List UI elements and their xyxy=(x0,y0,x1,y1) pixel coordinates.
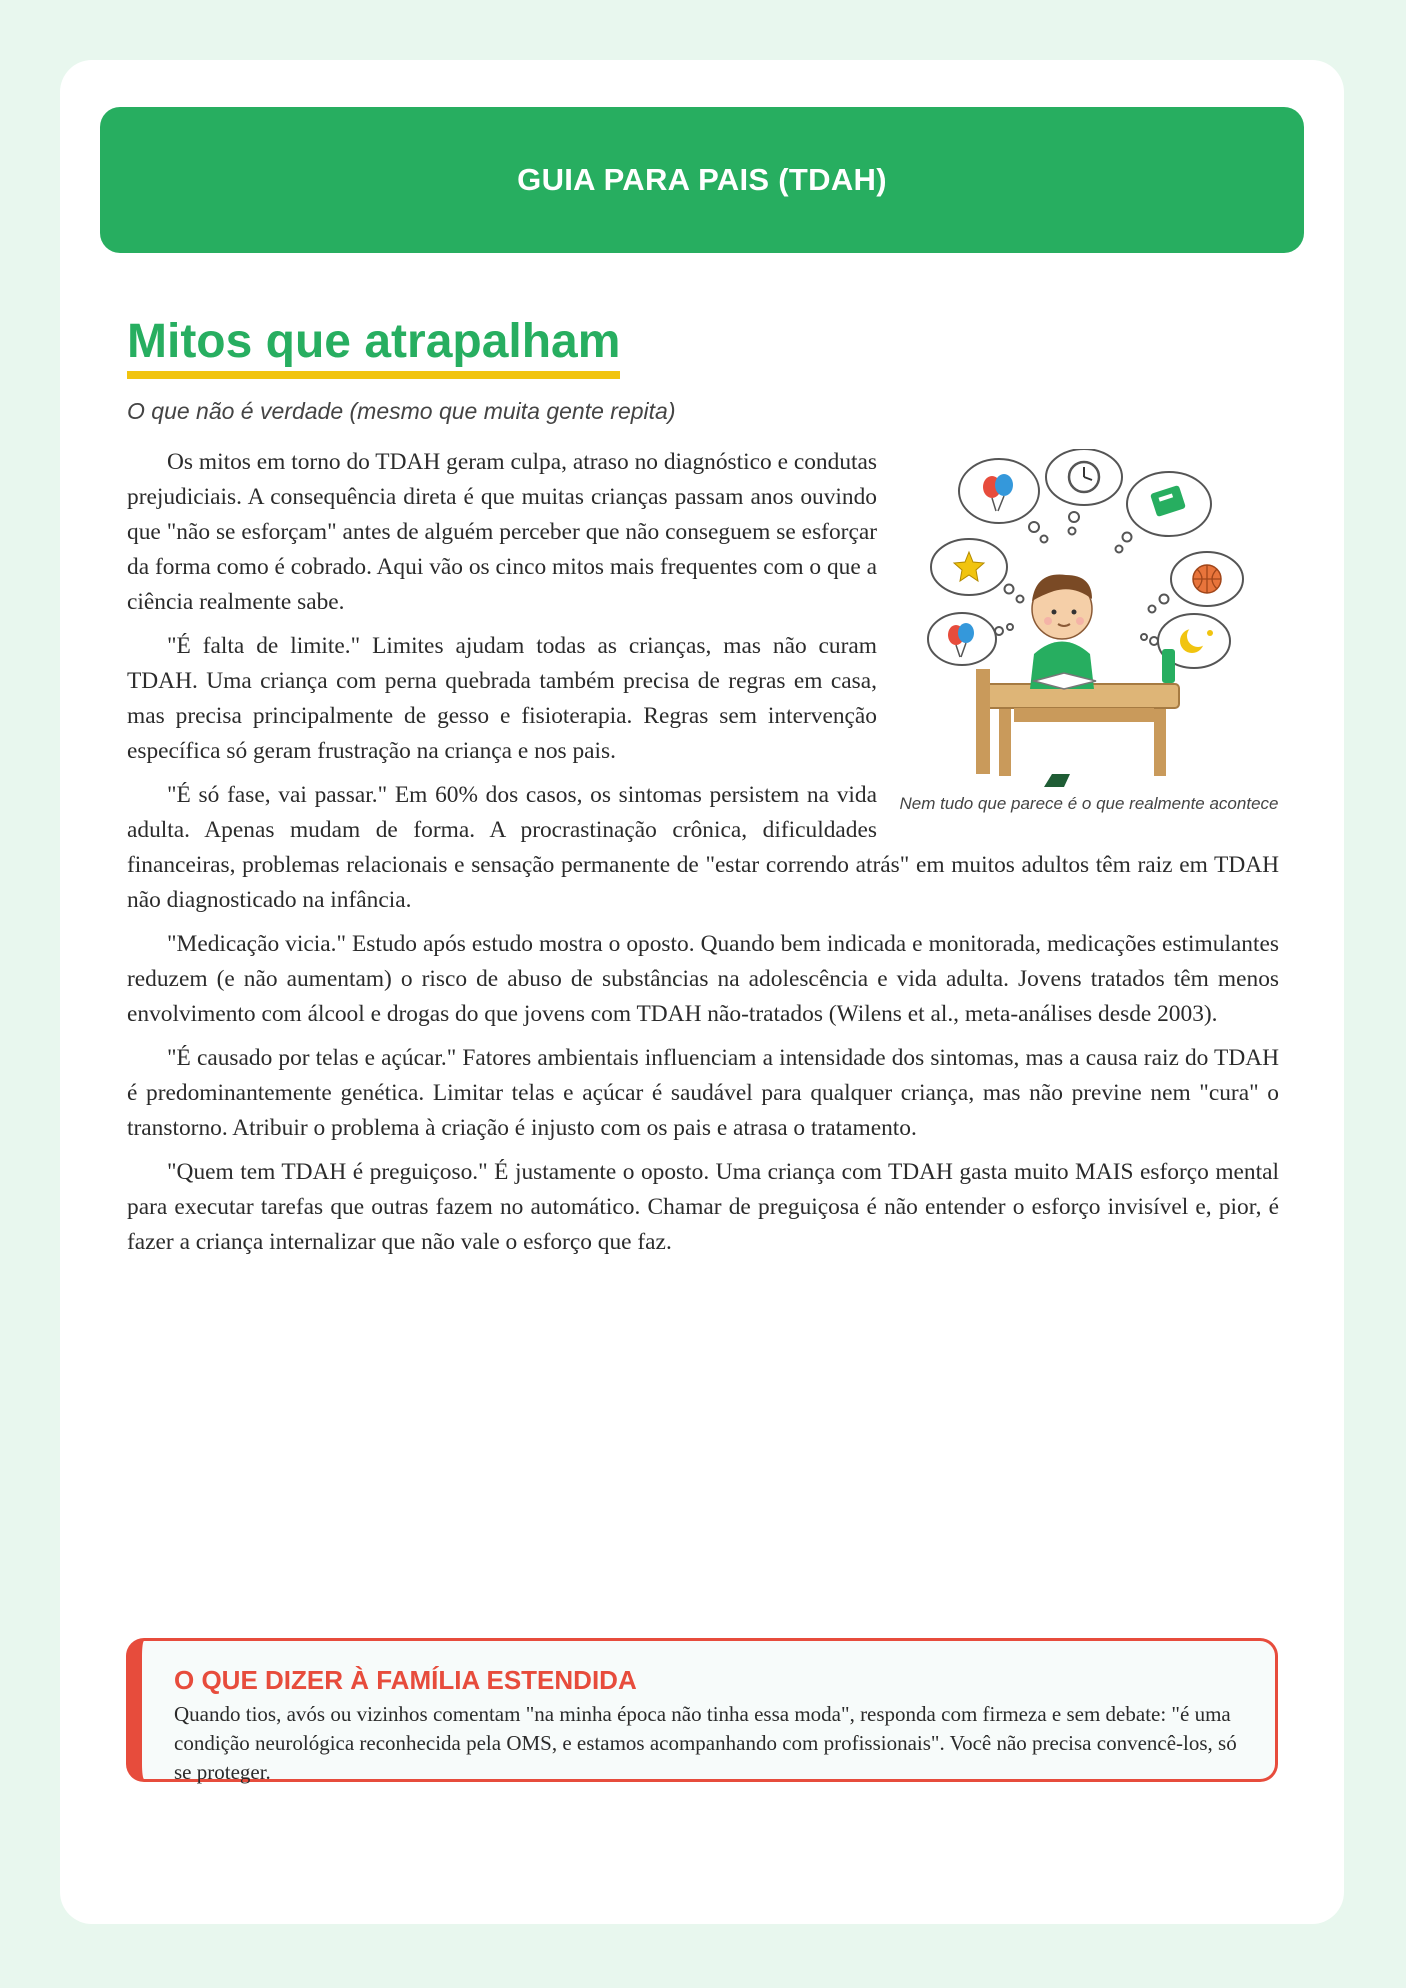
header-banner xyxy=(100,107,1304,253)
paragraph-intro: Os mitos em torno do TDAH geram culpa, atraso no diagnóstico e condutas prejudiciais. A consequência direta é que muitas crianças passam anos ouvindo que "não se esforçam" antes de alguém perceber que não conseguem se esforçar da forma como é cobrado. Aqui vão os cinco mitos mais frequentes com o que a ciência realmente sabe. xyxy=(127,449,877,615)
paragraph-myth-4: "É causado por telas e açúcar." Fatores ambientais influenciam a intensidade dos sintomas, mas a causa raiz do TDAH é predominantemente genética. Limitar telas e açúcar é saudável para qualquer criança, mas não previne nem "cura" o transtorno. Atribuir o problema à criação é injusto com os pais e atrasa o tratamento. xyxy=(127,1045,1279,1141)
header-title: GUIA PARA PAIS (TDAH) xyxy=(517,162,887,197)
page-card xyxy=(60,60,1344,1924)
water-bottle xyxy=(1162,649,1175,683)
article-body xyxy=(127,445,1279,1269)
figure-caption: Nem tudo que parece é o que realmente acontece xyxy=(899,794,1279,813)
paragraph-myth-2: "É só fase, vai passar." Em 60% dos casos, os sintomas persistem na vida adulta. Apenas mudam de forma. A procrastinação crônica, dificuldades financeiras, problemas relacionais e sensação permanente de "estar correndo atrás" em muitos adultos têm raiz em TDAH não diagnosticado na infância. xyxy=(127,782,1279,913)
clock-icon xyxy=(1069,462,1099,492)
callout-title: O QUE DIZER À FAMÍLIA ESTENDIDA xyxy=(174,1665,637,1695)
paragraph-myth-1: "É falta de limite." Limites ajudam todas as crianças, mas não curam TDAH. Uma criança com perna quebrada também precisa de regras em casa, mas precisa principalmente de gesso e fisioterapia. Regras sem intervenção específica só geram frustração na criança e nos pais. xyxy=(127,633,877,764)
section-subtitle: O que não é verdade (mesmo que muita gente repita) xyxy=(127,398,676,424)
paragraph-myth-3: "Medicação vicia." Estudo após estudo mostra o oposto. Quando bem indicada e monitorada, medicações estimulantes reduzem (e não aumentam) o risco de abuso de substâncias na adolescência e vida adulta. Jovens tratados têm menos envolvimento com álcool e drogas do que jovens com TDAH não-tratados (Wilens et al., meta-análises desde 2003). xyxy=(127,931,1279,1027)
child-at-desk-illustration xyxy=(924,449,1254,789)
illustration-figure xyxy=(899,449,1279,815)
family-callout-box xyxy=(126,1638,1278,1782)
paragraph-myth-5: "Quem tem TDAH é preguiçoso." É justamente o oposto. Uma criança com TDAH gasta muito MAIS esforço mental para executar tarefas que outras fazem no automático. Chamar de preguiçosa é não entender o esforço invisível e, pior, é fazer a criança internalizar que não vale o esforço que faz. xyxy=(127,1159,1279,1255)
section-title: Mitos que atrapalham xyxy=(127,314,620,379)
basketball-icon xyxy=(1193,565,1221,593)
callout-text: Quando tios, avós ou vizinhos comentam "na minha época não tinha essa moda", responda com firmeza e sem debate: "é uma condição neurológica reconhecida pela OMS, e estamos acompanhando com profissionais". Você não precisa convencê-los, só se proteger. xyxy=(174,1702,1237,1784)
